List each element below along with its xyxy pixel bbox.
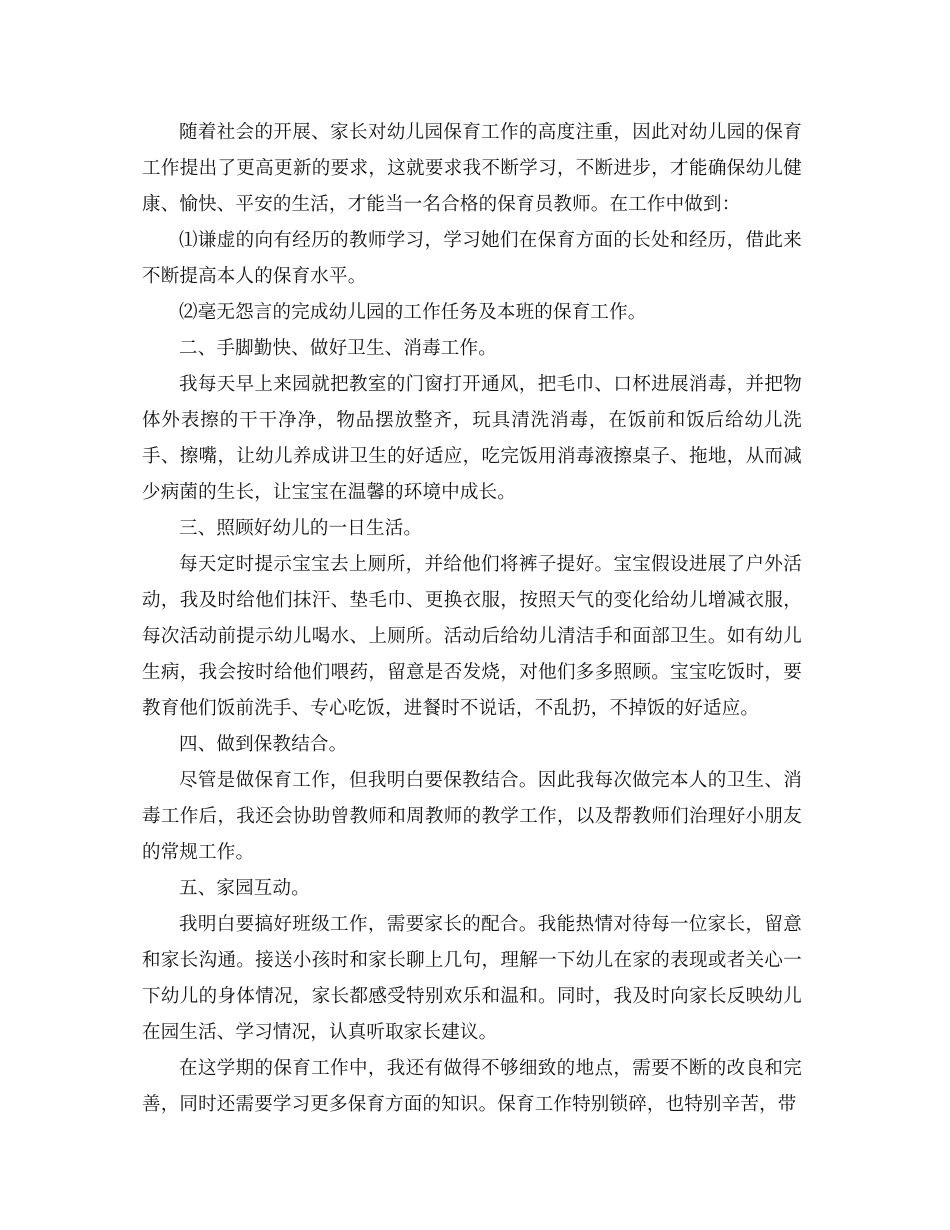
document-page [142, 115, 802, 1123]
section-heading-5: 五、家园互动。 [179, 878, 310, 899]
section-body-4: 尽管是做保育工作，但我明白要保教结合。因此我每次做完本人的卫生、消毒工作后，我还会协助曾教师和周教师的教学工作，以及帮教师们治理好小朋友的常规工作。 [142, 770, 802, 863]
list-item-2: ⑵毫无怨言的完成幼儿园的工作任务及本班的保育工作。 [179, 302, 647, 323]
section-body-3: 每天定时提示宝宝去上厕所，并给他们将裤子提好。宝宝假设进展了户外活动，我及时给他们抹汗、垫毛巾、更换衣服，按照天气的变化给幼儿增减衣服，每次活动前提示幼儿喝水、上厕所。活动后给幼儿清洁手和面部卫生。如有幼儿生病，我会按时给他们喂药，留意是否发烧，对他们多多照顾。宝宝吃饭时，要教育他们饭前洗手、专心吃饭，进餐时不说话，不乱扔，不掉饭的好适应。 [142, 554, 802, 719]
list-item-1: ⑴谦虚的向有经历的教师学习，学习她们在保育方面的长处和经历，借此来不断提高本人的保育水平。 [142, 230, 802, 287]
closing-paragraph: 在这学期的保育工作中，我还有做得不够细致的地点，需要不断的改良和完善，同时还需要学习更多保育方面的知识。保育工作特别锁碎，也特别辛苦，带 [142, 1058, 802, 1115]
section-heading-2: 二、手脚勤快、做好卫生、消毒工作。 [179, 338, 497, 359]
section-heading-4: 四、做到保教结合。 [179, 734, 348, 755]
intro-paragraph: 随着社会的开展、家长对幼儿园保育工作的高度注重，因此对幼儿园的保育工作提出了更高更新的要求，这就要求我不断学习，不断进步，才能确保幼儿健康、愉快、平安的生活，才能当一名合格的保育员教师。在工作中做到： [142, 122, 802, 215]
section-body-5: 我明白要搞好班级工作，需要家长的配合。我能热情对待每一位家长，留意和家长沟通。接送小孩时和家长聊上几句，理解一下幼儿在家的表现或者关心一下幼儿的身体情况，家长都感受特别欢乐和温和。同时，我及时向家长反映幼儿在园生活、学习情况，认真听取家长建议。 [142, 914, 802, 1043]
section-heading-3: 三、照顾好幼儿的一日生活。 [179, 518, 423, 539]
section-body-2: 我每天早上来园就把教室的门窗打开通风，把毛巾、口杯进展消毒，并把物体外表擦的干干净净，物品摆放整齐，玩具清洗消毒，在饭前和饭后给幼儿洗手、擦嘴，让幼儿养成讲卫生的好适应，吃完饭用消毒液擦桌子、拖地，从而减少病菌的生长，让宝宝在温馨的环境中成长。 [142, 374, 802, 503]
